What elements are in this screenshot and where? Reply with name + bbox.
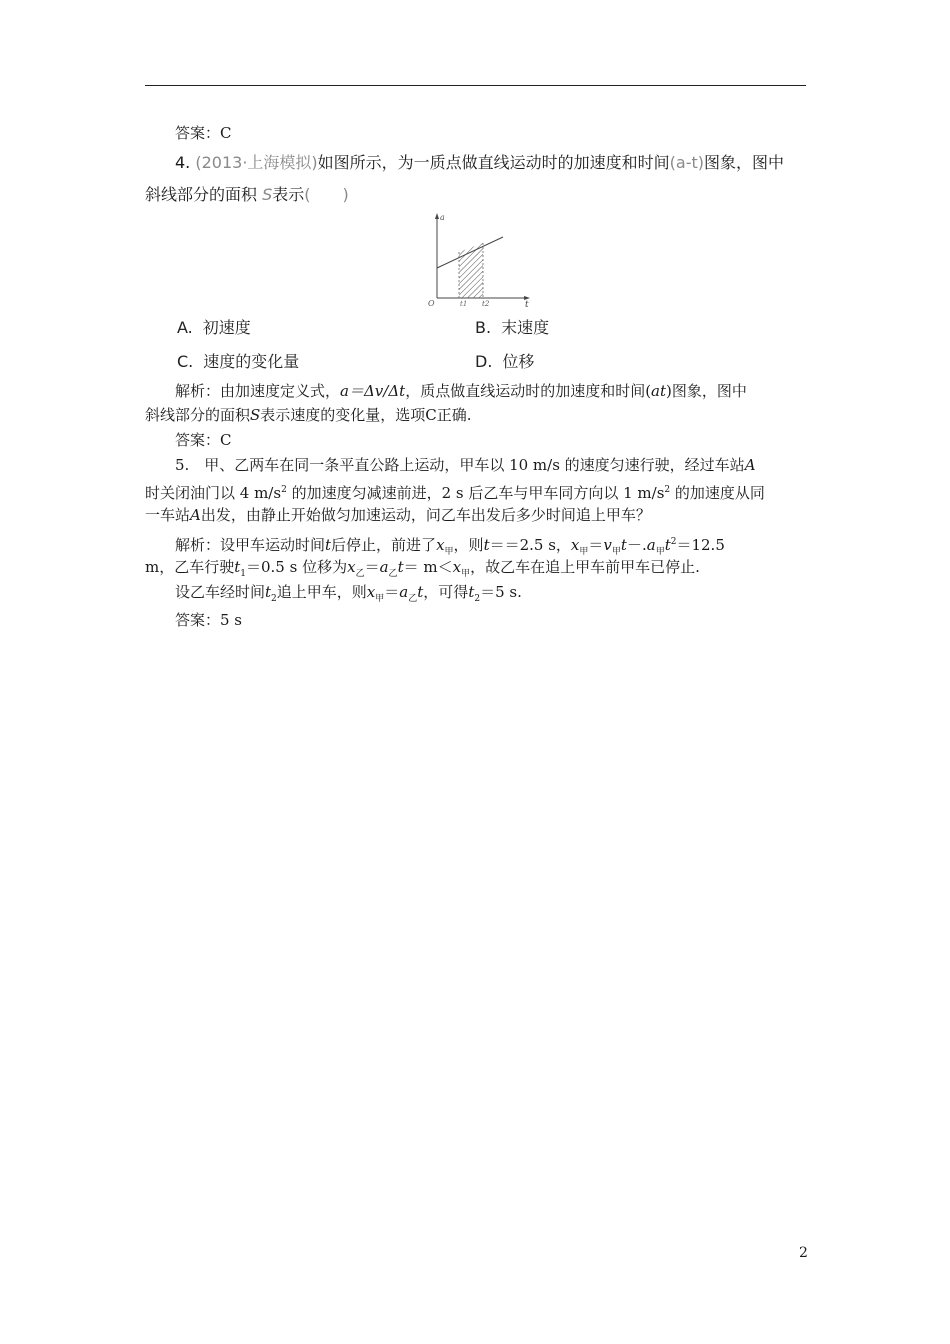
- a5-x-jia2: x: [570, 536, 580, 554]
- shaded-area: [459, 243, 483, 298]
- a5-jia5: 甲: [461, 569, 471, 579]
- q5-line3-a: 一车站: [145, 506, 191, 524]
- a5-l1-h: t: [664, 536, 671, 554]
- answer-3: 答案：C: [175, 124, 232, 142]
- a5-l2-e: ＝ m＜: [403, 558, 453, 576]
- a5-x-jia4: x: [366, 583, 376, 601]
- a5-l3-e: ，可得: [423, 583, 469, 601]
- a5-l2-a: m，乙车行驶: [145, 558, 235, 576]
- q5-line2-c: 的加速度从同: [670, 484, 765, 502]
- question-5-line-2: [145, 479, 765, 504]
- a5-l3-f: ＝5 s.: [480, 583, 522, 601]
- option-c-letter: C.: [177, 352, 194, 371]
- q4-ref: (a-t): [669, 153, 705, 172]
- a5-l1-g: －.: [626, 536, 647, 554]
- analysis4-line2-a: 斜线部分的面积: [145, 406, 251, 424]
- a5-two: 2: [271, 594, 277, 604]
- a5-yi3: 乙: [408, 594, 418, 604]
- a5-l3-a: 设乙车经时间: [175, 583, 266, 601]
- analysis-4-line-1: [175, 380, 747, 402]
- q5-sup-2: 2: [664, 485, 671, 495]
- q4-line2: 斜线部分的面积: [145, 185, 258, 204]
- q4-source: (2013·上海模拟): [195, 153, 318, 172]
- q5-line2-b: 的加速度匀减速前进，2 s 后乙车与甲车同方向以 1 m/s: [286, 484, 665, 502]
- a5-jia2: 甲: [579, 547, 589, 557]
- q5-line2-a: 时关闭油门以 4 m/s: [145, 484, 282, 502]
- a5-a-jia: a: [646, 536, 656, 554]
- analysis4-formula: a＝Δv/Δt: [340, 382, 406, 400]
- answer-4: 答案：C: [175, 431, 232, 449]
- a5-l3-b: 追上甲车，则: [276, 583, 367, 601]
- q4-line2-end: 表示: [272, 185, 305, 204]
- a5-one: 1: [240, 569, 246, 579]
- option-c-text: 速度的变化量: [203, 352, 300, 371]
- t1-label: t1: [460, 300, 468, 308]
- option-b-letter: B.: [475, 318, 492, 337]
- a5-x-jia: x: [436, 536, 445, 554]
- option-b-text: 末速度: [501, 318, 550, 337]
- a5-l1-a: 解析：设甲车运动时间: [175, 536, 326, 554]
- y-axis-label: a: [440, 213, 445, 222]
- a5-t1: t: [234, 558, 241, 576]
- q4-text-2: 图象，图中: [704, 153, 785, 172]
- analysis4-s-symbol: S: [250, 406, 261, 424]
- option-d-text: 位移: [502, 352, 535, 371]
- x-axis-label: t: [525, 300, 529, 310]
- q5-sup-1: 2: [281, 485, 287, 495]
- q4-number: 4.: [175, 153, 191, 172]
- option-c: [177, 351, 299, 373]
- q5-station-a: A: [744, 456, 756, 474]
- q5-line1-a: 5. 甲、乙两车在同一条平直公路上运动，甲车以 10 m/s 的速度匀速行驶，经过车站: [175, 456, 745, 474]
- a-t-graph: [425, 210, 535, 310]
- option-b: [475, 317, 549, 339]
- q4-text-1: 如图所示，为一质点做直线运动时的加速度和时间: [317, 153, 670, 172]
- a5-l1-c: ，则: [453, 536, 484, 554]
- a5-l1-d: ＝＝2.5 s，: [489, 536, 571, 554]
- q4-s-symbol: S: [262, 185, 273, 204]
- a5-v-jia: v: [603, 536, 612, 554]
- a5-l2-b: ＝0.5 s 位移为: [246, 558, 348, 576]
- a5-jia4: 甲: [655, 547, 665, 557]
- q5-station-a-2: A: [190, 506, 201, 524]
- a5-t-eq: t: [483, 536, 490, 554]
- question-5-line-1: [175, 454, 756, 476]
- option-d: [475, 351, 534, 373]
- a5-l2-d: t: [397, 558, 404, 576]
- a5-t2b: t: [468, 583, 475, 601]
- a5-l2-f: ，故乙车在追上甲车前甲车已停止.: [470, 558, 700, 576]
- option-a-text: 初速度: [202, 318, 251, 337]
- page-number: 2: [799, 1245, 808, 1261]
- a5-t: t: [325, 536, 332, 554]
- a5-two2: 2: [474, 594, 481, 604]
- question-5-line-3: [145, 504, 651, 526]
- a5-l1-f: t: [620, 536, 627, 554]
- a5-yi: 乙: [355, 569, 365, 579]
- option-a-letter: A.: [177, 318, 193, 337]
- analysis4-line2-b: 表示速度的变化量，选项C正确.: [260, 406, 472, 424]
- q5-line3-b: 出发，由静止开始做匀加速运动，问乙车出发后多少时间追上甲车？: [200, 506, 651, 524]
- t2-label: t2: [482, 300, 490, 308]
- a5-jia: 甲: [444, 547, 454, 557]
- analysis4-part2: ，质点做直线运动时的加速度和时间(: [405, 382, 652, 400]
- a5-sup2: 2: [670, 537, 677, 547]
- a5-l3-c: ＝: [384, 583, 400, 601]
- answer-5: 答案：5 s: [175, 611, 243, 629]
- a5-t2: t: [265, 583, 272, 601]
- a5-l2-c: ＝: [364, 558, 380, 576]
- analysis4-part1: 解析：由加速度定义式，: [175, 382, 341, 400]
- analysis4-at: at: [651, 382, 667, 400]
- header-rule: [145, 85, 806, 86]
- question-4-line-1: [175, 152, 784, 174]
- question-4-line-2: [145, 184, 349, 206]
- a5-l3-d: t: [417, 583, 424, 601]
- analysis-4-line-2: [145, 404, 472, 426]
- option-d-letter: D.: [475, 352, 493, 371]
- analysis4-part3: )图象，图中: [666, 382, 747, 400]
- q4-paren: ( ): [304, 185, 349, 204]
- origin-label: O: [428, 299, 435, 308]
- a5-jia6: 甲: [375, 594, 385, 604]
- a5-x-yi: x: [347, 558, 356, 576]
- a5-l1-b: 后停止，前进了: [331, 536, 437, 554]
- a5-l1-e: ＝: [588, 536, 604, 554]
- a5-a-yi3: a: [399, 583, 409, 601]
- analysis-5-line-3: [175, 581, 522, 610]
- a5-x-jia3: x: [452, 558, 462, 576]
- a5-jia3: 甲: [611, 547, 621, 557]
- a5-l1-i: ＝12.5: [676, 536, 725, 554]
- a5-a-yi: a: [379, 558, 389, 576]
- y-axis-arrow-icon: [435, 213, 439, 219]
- option-a: [177, 317, 251, 339]
- a5-yi2: 乙: [388, 569, 398, 579]
